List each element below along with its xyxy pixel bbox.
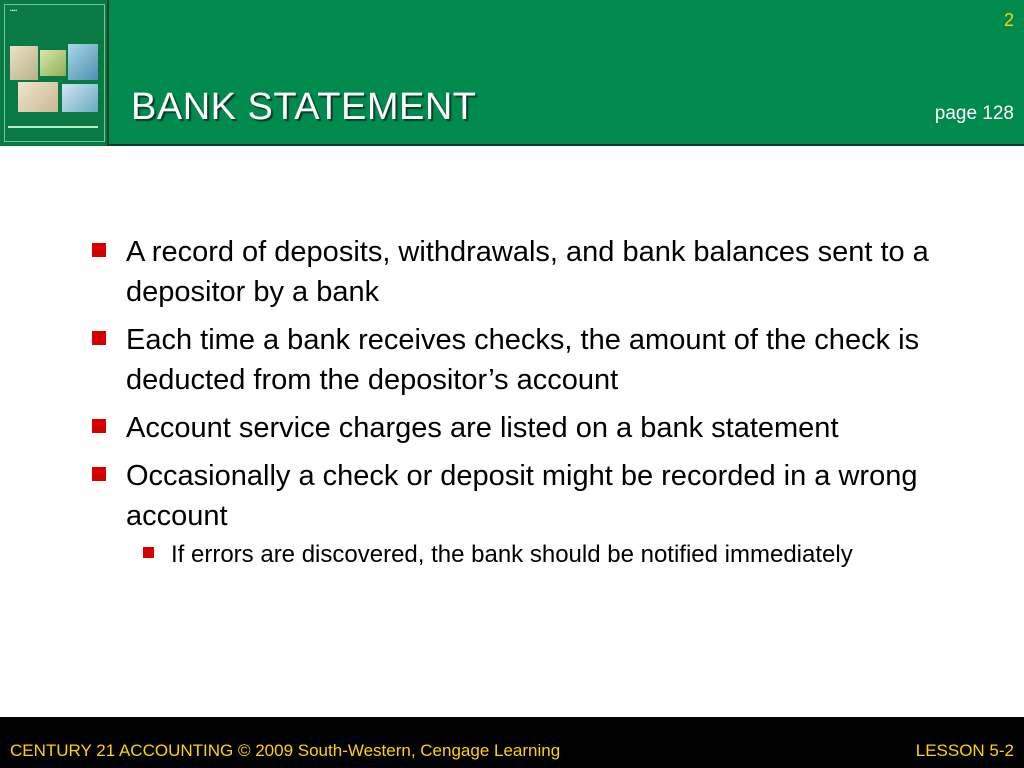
bullet-item	[90, 456, 960, 536]
cover-photo-tile	[40, 50, 66, 76]
square-bullet-icon	[143, 547, 154, 558]
bullet-text: Occasionally a check or deposit might be recorded in a wrong account	[126, 460, 918, 532]
page-reference: page 128	[934, 103, 1014, 124]
slide-header	[0, 0, 1024, 146]
cover-photo-tile	[10, 46, 38, 80]
slide-title: BANK STATEMENT	[131, 86, 477, 128]
book-cover-image	[0, 0, 109, 146]
bullet-text: Each time a bank receives checks, the amount of the check is deducted from the depositor’s account	[126, 324, 920, 396]
square-bullet-icon	[92, 419, 106, 433]
sub-bullet-item	[90, 538, 960, 571]
slide-footer	[0, 717, 1024, 768]
square-bullet-icon	[92, 467, 106, 481]
cover-photo-tile	[62, 84, 98, 112]
bullet-item	[90, 320, 960, 400]
cover-photo-tile	[18, 82, 58, 112]
cover-photo-tile	[68, 44, 98, 80]
cover-divider	[8, 126, 98, 128]
cover-publisher-mark: ▪▪▪▪	[10, 8, 18, 14]
bullet-text: A record of deposits, withdrawals, and bank balances sent to a depositor by a bank	[126, 236, 929, 308]
bullet-item	[90, 232, 960, 312]
bullet-text: Account service charges are listed on a bank statement	[126, 412, 839, 444]
footer-copyright: CENTURY 21 ACCOUNTING © 2009 South-Western, Cengage Learning	[10, 741, 561, 760]
bullet-item	[90, 408, 960, 448]
square-bullet-icon	[92, 331, 106, 345]
square-bullet-icon	[92, 243, 106, 257]
sub-bullet-text: If errors are discovered, the bank should be notified immediately	[171, 541, 853, 568]
footer-lesson: LESSON 5-2	[915, 741, 1014, 760]
slide-number: 2	[1003, 10, 1014, 30]
bullet-list	[90, 232, 960, 571]
